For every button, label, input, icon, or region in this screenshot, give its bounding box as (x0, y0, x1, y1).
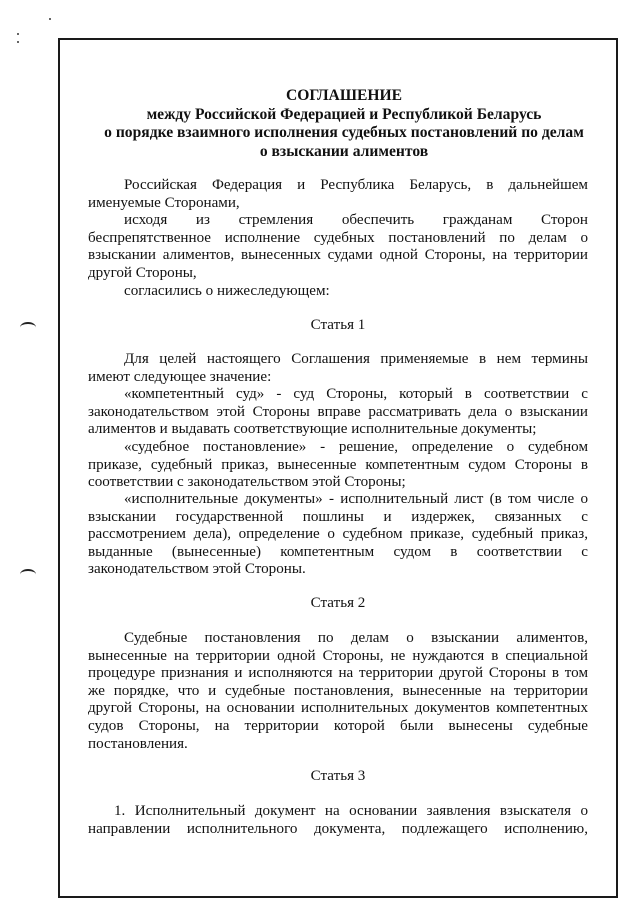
text-line: согласились о нижеследующем: (124, 283, 330, 299)
article-heading: Статья 2 (310, 595, 366, 611)
text-line: направлении исполнительного документа, подлежащего исполнению, (88, 820, 588, 837)
title-line: между Российской Федерацией и Республикой Беларусь (146, 105, 542, 123)
text-line: Российская Федерация и Республика Беларусь, в дальнейшем (124, 177, 588, 193)
text-line: взыскании государственной пошлины и издержек, связанных с (88, 508, 588, 525)
document-title (96, 87, 592, 161)
text-line: исходя из стремления обеспечить гражданам Сторон (124, 212, 588, 228)
text-line: взыскании алиментов, вынесенных судами одной Стороны, на территории (88, 247, 588, 264)
text-line: другой Стороны, на основании исполнительных документов компетентных (88, 700, 588, 717)
article-heading: Статья 3 (310, 768, 366, 784)
preamble-paragraph (88, 177, 588, 212)
text-line: Судебные постановления по делам о взыскании алиментов, (124, 630, 588, 646)
article-paragraph (88, 439, 588, 492)
article-paragraph (88, 491, 588, 579)
text-line: беспрепятственное исполнение судебных постановлений по делам о (88, 229, 588, 246)
article-paragraph (88, 630, 588, 753)
text-line: выданные (вынесенные) компетентным судом в соответствии с (88, 543, 588, 560)
text-line: «исполнительные документы» - исполнительный лист (в том числе о (124, 491, 588, 507)
text-line: рассмотрением дела), определение о судебном приказе, судебный приказ, (88, 526, 588, 543)
article-paragraph (88, 803, 588, 838)
text-line: законодательством этой Стороны. (88, 561, 306, 578)
text-line: судов Стороны, на территории которой были вынесены судебные (88, 717, 588, 734)
text-line: приказе, судебный приказ, вынесенные компетентным судом Стороны в (88, 456, 588, 473)
text-line: законодательством этой Стороны вправе рассматривать дела о взыскании (88, 403, 588, 420)
title-line: о взыскании алиментов (259, 142, 429, 160)
title-line: СОГЛАШЕНИЕ (285, 87, 403, 104)
text-line: вынесенные на территории одной Стороны, не нуждаются в специальной (88, 647, 588, 664)
text-line: же порядке, что и судебные постановления, вынесенные на территории (88, 682, 588, 699)
text-line: другой Стороны, (88, 264, 197, 281)
article-paragraph (88, 351, 588, 386)
article-paragraph (88, 386, 588, 439)
text-line: соответствии с законодательством этой Стороны; (88, 474, 406, 491)
text-line: «судебное постановление» - решение, определение о судебном (124, 439, 588, 455)
text-line: алиментов и выдавать соответствующие исполнительные документы; (88, 421, 537, 438)
text-line: именуемые Сторонами, (88, 194, 240, 211)
text-line: постановления. (88, 735, 188, 752)
text-line: «компетентный суд» - суд Стороны, который в соответствии с (124, 386, 588, 402)
text-line: процедуре признания и исполняются на территории другой Стороны в том (88, 665, 588, 682)
preamble-paragraph (88, 212, 588, 282)
article-heading: Статья 1 (310, 317, 366, 333)
text-line: 1. Исполнительный документ на основании заявления взыскателя о (114, 803, 588, 819)
text-line: имеют следующее значение: (88, 368, 272, 385)
preamble-paragraph (88, 283, 588, 301)
title-line: о порядке взаимного исполнения судебных постановлений по делам (104, 124, 584, 142)
text-line: Для целей настоящего Соглашения применяемые в нем термины (124, 351, 588, 367)
